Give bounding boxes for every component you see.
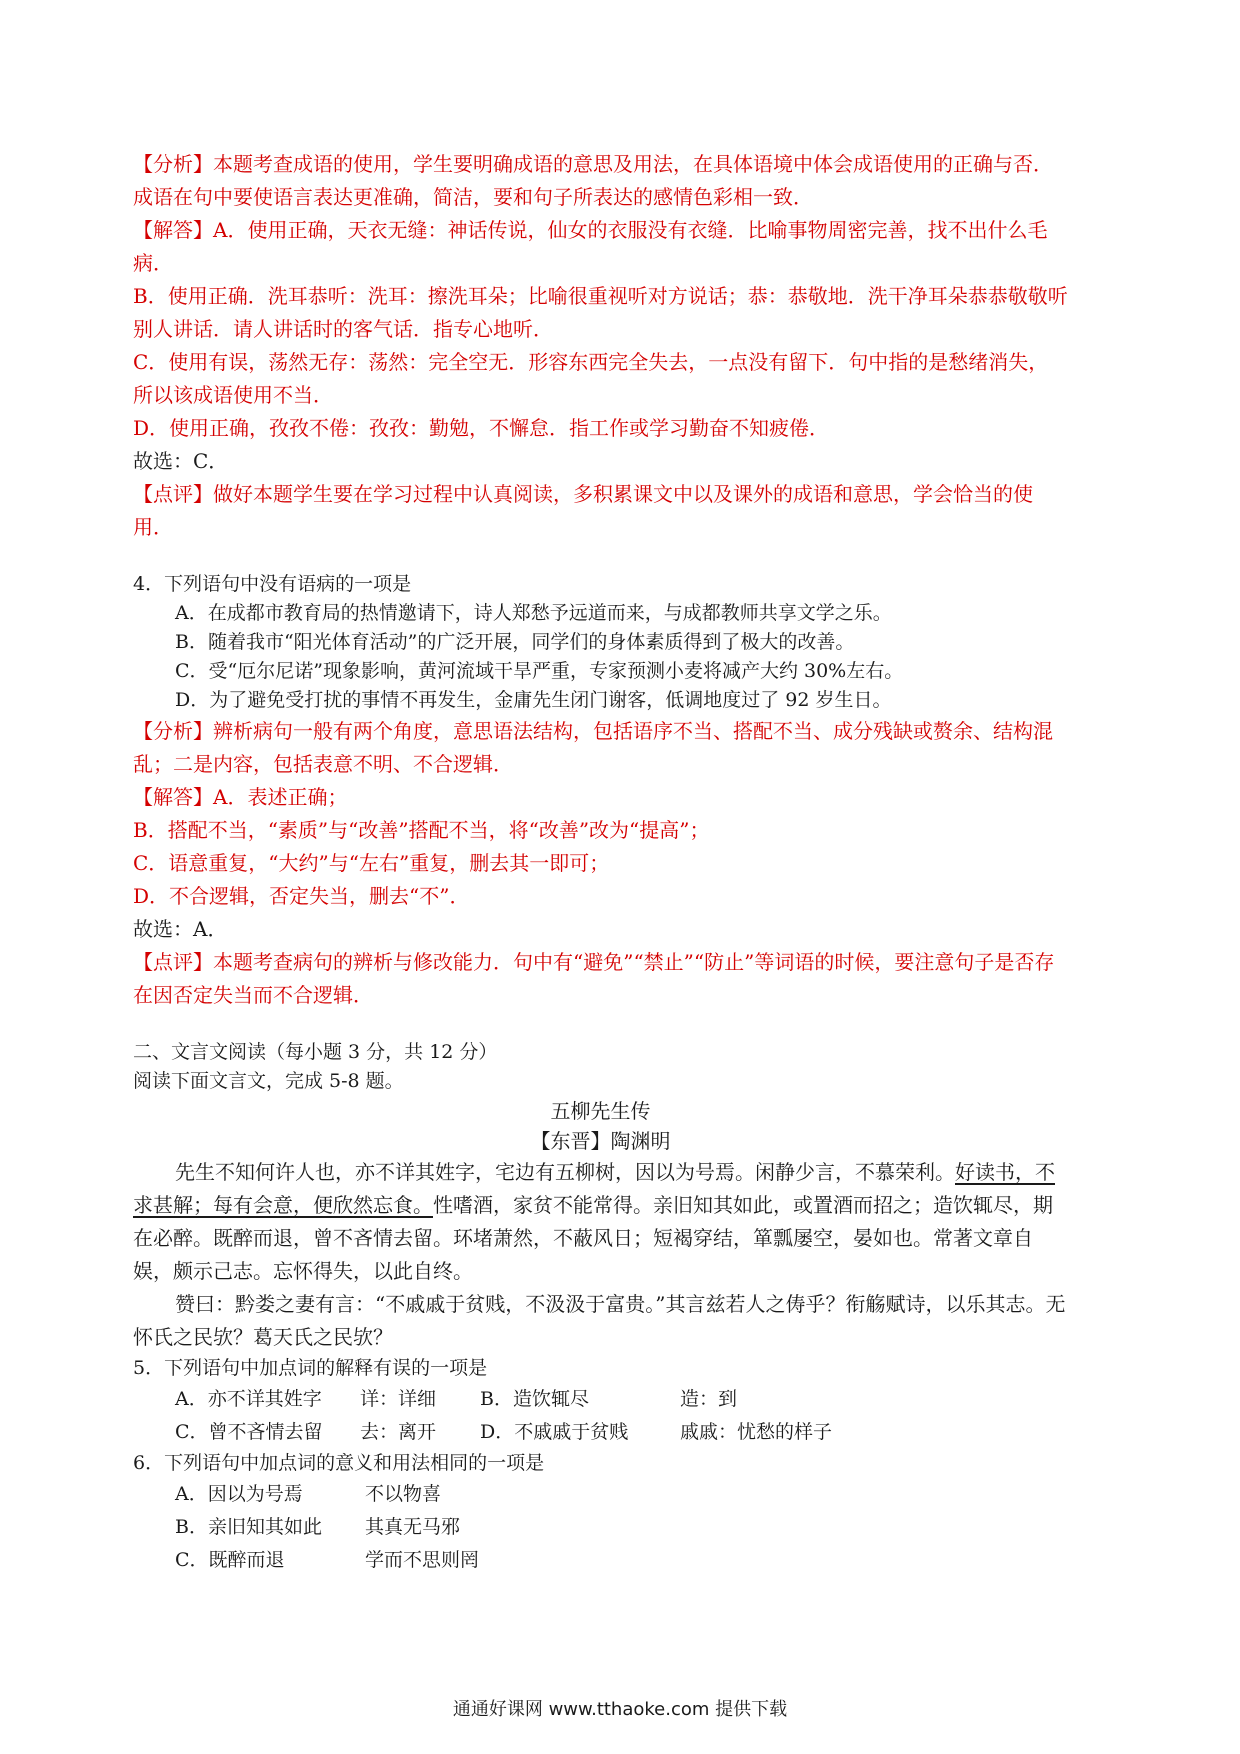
q4-option-b: B．随着我市“阳光体育活动”的广泛开展，同学们的身体素质得到了极大的改善。 bbox=[175, 631, 855, 653]
passage-text: 先生不知何许人也，亦不详其姓字，宅边有五柳树，因以为号焉。闲静少言，不慕荣利。 bbox=[175, 1160, 955, 1184]
q3-choice: 故选：C． bbox=[133, 449, 229, 473]
section-heading: 二、文言文阅读（每小题 3 分，共 12 分） bbox=[133, 1041, 498, 1063]
q6-option bbox=[175, 1478, 1068, 1511]
q6-question: 6．下列语句中加点词的意义和用法相同的一项是 bbox=[133, 1452, 545, 1474]
q4-analysis: 【分析】辨析病句一般有两个角度，意思语法结构，包括语序不当、搭配不当、成分残缺或赘余、结构混乱；二是内容，包括表意不明、不合逻辑． bbox=[133, 719, 1053, 776]
q3-answer-a: 【解答】A．使用正确，天衣无缝：神话传说，仙女的衣服没有衣缝．比喻事物周密完善，找不出什么毛病． bbox=[133, 218, 1048, 275]
q5-option-a-explanation: 详：详细 bbox=[360, 1388, 437, 1410]
q4-question: 4．下列语句中没有语病的一项是 bbox=[133, 573, 412, 595]
document-body bbox=[133, 148, 1068, 1577]
q4-option-c: C．受“厄尔尼诺”现象影响，黄河流域干旱严重，专家预测小麦将减产大约 30%左右。 bbox=[175, 660, 904, 682]
q6-option-left: A．因以为号焉 bbox=[175, 1483, 303, 1505]
q5-option-c-explanation: 去：离开 bbox=[360, 1421, 437, 1443]
q4-choice: 故选：A． bbox=[133, 917, 228, 941]
q6-option bbox=[175, 1511, 1068, 1544]
q5-options-row-1 bbox=[175, 1383, 1068, 1416]
spacer bbox=[133, 544, 1068, 570]
q5-option-b: B．造饮辄尽 bbox=[480, 1388, 589, 1410]
passage-paragraph-1 bbox=[133, 1156, 1068, 1288]
q6-option-right: 不以物喜 bbox=[365, 1483, 442, 1505]
q6-option-left: C．既醉而退 bbox=[175, 1549, 285, 1571]
q4-answer-a: 【解答】A．表述正确； bbox=[133, 785, 348, 809]
q3-answer-b: B．使用正确．洗耳恭听：洗耳：擦洗耳朵；比喻很重视听对方说话；恭：恭敬地．洗干净耳朵恭恭敬敬听别人讲话．请人讲话时的客气话．指专心地听． bbox=[133, 284, 1068, 341]
passage-paragraph-2: 赞曰：黔娄之妻有言：“不戚戚于贫贱，不汲汲于富贵。”其言兹若人之俦乎？衔觞赋诗，以乐其志。无怀氏之民欤？葛天氏之民欤？ bbox=[133, 1292, 1066, 1349]
q4-option-d: D．为了避免受打扰的事情不再发生，金庸先生闭门谢客，低调地度过了 92 岁生日。 bbox=[175, 689, 892, 711]
passage-title: 五柳先生传 bbox=[550, 1099, 651, 1123]
q5-options-row-2 bbox=[175, 1416, 1068, 1449]
q5-option-c: C．曾不吝情去留 bbox=[175, 1421, 323, 1443]
q4-comment: 【点评】本题考查病句的辨析与修改能力．句中有“避免”“禁止”“防止”等词语的时候，要注意句子是否存在因否定失当而不合逻辑． bbox=[133, 950, 1055, 1007]
q6-option-left: B．亲旧知其如此 bbox=[175, 1516, 322, 1538]
q3-comment: 【点评】做好本题学生要在学习过程中认真阅读，多积累课文中以及课外的成语和意思，学会恰当的使用． bbox=[133, 482, 1033, 539]
q4-answer-d: D．不合逻辑，否定失当，删去“不”． bbox=[133, 884, 470, 908]
q4-answer-b: B．搭配不当，“素质”与“改善”搭配不当，将“改善”改为“提高”； bbox=[133, 818, 710, 842]
passage-author: 【东晋】陶渊明 bbox=[530, 1129, 671, 1153]
q6-option-right: 学而不思则罔 bbox=[365, 1549, 480, 1571]
q3-answer-c: C．使用有误，荡然无存：荡然：完全空无．形容东西完全失去，一点没有留下．句中指的是愁绪消失，所以该成语使用不当． bbox=[133, 350, 1049, 407]
q3-analysis: 【分析】本题考查成语的使用，学生要明确成语的意思及用法，在具体语境中体会成语使用的正确与否．成语在句中要使语言表达更准确，简洁，要和句子所表达的感情色彩相一致． bbox=[133, 152, 1053, 209]
q5-question: 5．下列语句中加点词的解释有误的一项是 bbox=[133, 1357, 488, 1379]
q5-option-b-explanation: 造：到 bbox=[680, 1388, 738, 1410]
q4-answer-c: C．语意重复，“大约”与“左右”重复，删去其一即可； bbox=[133, 851, 610, 875]
q6-option bbox=[175, 1544, 1068, 1577]
q5-option-d-explanation: 戚戚：忧愁的样子 bbox=[680, 1421, 833, 1443]
passage-text: 性嗜酒，家贫不能常得。亲旧知其如此，或置酒而招之；造饮辄尽，期在必醉。既醉而退，曾不吝情去留。环堵萧然，不蔽风日；短褐穿结，箪瓢屡空，晏如也。常著文章自娱，颇示己志。忘怀得失，以此自终。 bbox=[133, 1193, 1053, 1283]
spacer bbox=[133, 1012, 1068, 1038]
passage-underlined-text: 好读书，不求甚解；每有会意，便欣然忘食。 bbox=[133, 1160, 1055, 1217]
page-footer: 通通好课网 www.tthaoke.com 提供下载 bbox=[452, 1699, 788, 1720]
q5-option-d: D．不戚戚于贫贱 bbox=[480, 1421, 629, 1443]
q6-option-right: 其真无马邪 bbox=[365, 1516, 461, 1538]
q4-option-a: A．在成都市教育局的热情邀请下，诗人郑愁予远道而来，与成都教师共享文学之乐。 bbox=[175, 602, 892, 624]
section-instruction: 阅读下面文言文，完成 5-8 题。 bbox=[133, 1070, 404, 1092]
q3-answer-d: D．使用正确，孜孜不倦：孜孜：勤勉，不懈怠．指工作或学习勤奋不知疲倦． bbox=[133, 416, 830, 440]
q5-option-a: A．亦不详其姓字 bbox=[175, 1388, 322, 1410]
